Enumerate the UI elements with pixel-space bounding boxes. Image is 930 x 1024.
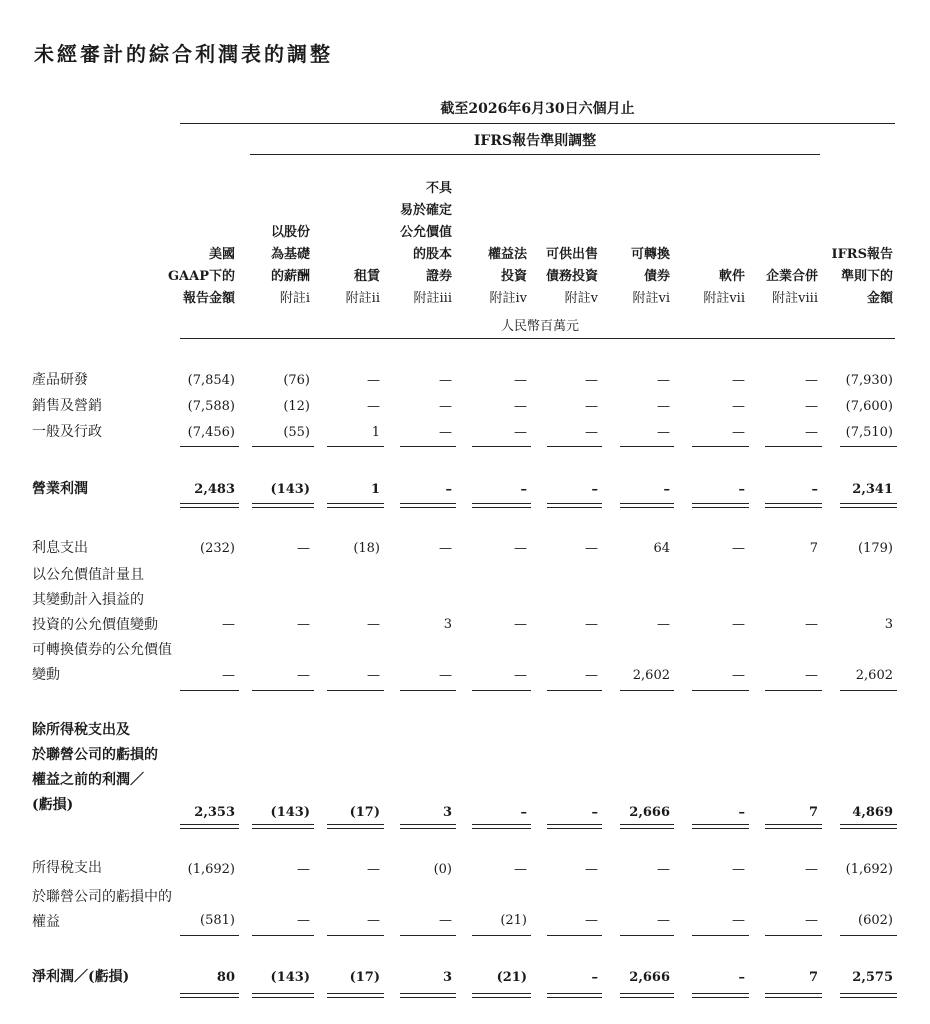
table-cell: — <box>805 373 818 388</box>
page-title: 未經審計的綜合利潤表的調整 <box>34 42 333 66</box>
table-cell: (7,588) <box>187 399 235 414</box>
table-cell: 3 <box>442 970 452 985</box>
table-cell: — <box>805 617 818 632</box>
column-header-line: 準則下的 <box>840 269 893 284</box>
double-underline <box>840 503 897 508</box>
double-underline <box>692 824 749 829</box>
double-underline <box>327 824 384 829</box>
column-header-9 <box>753 266 818 310</box>
table-cell: — <box>514 425 527 440</box>
period-header: 截至2026年6月30日六個月止 <box>440 101 635 117</box>
row-label: 一般及行政 <box>32 424 102 440</box>
column-header-6 <box>528 244 598 310</box>
table-cell: — <box>805 913 818 928</box>
subtotal-rule <box>547 690 602 691</box>
row-label: 權益之前的利潤／ <box>32 772 144 788</box>
column-header-line: 投資 <box>500 269 527 284</box>
subtotal-rule <box>327 446 384 447</box>
column-header-line: 為基礎 <box>270 247 310 262</box>
row-label: 除所得稅支出及 <box>32 722 130 738</box>
table-cell: (602) <box>858 913 893 928</box>
table-cell: — <box>732 617 745 632</box>
table-cell: 3 <box>443 617 452 632</box>
subtotal-rule <box>252 446 314 447</box>
table-cell: – <box>591 970 598 985</box>
table-cell: (12) <box>283 399 310 414</box>
row-label: 銷售及營銷 <box>32 398 102 414</box>
table-cell: — <box>297 913 310 928</box>
table-cell: (1,692) <box>187 862 235 877</box>
row-label: (虧損) <box>32 797 74 813</box>
subtotal-rule <box>180 446 239 447</box>
column-note: 附註ii <box>345 291 380 306</box>
row-label: 於聯營公司的虧損中的 <box>32 889 172 905</box>
column-header-4 <box>372 178 452 310</box>
subtotal-rule <box>547 935 602 936</box>
subtotal-rule <box>692 690 749 691</box>
subtotal-rule <box>692 446 749 447</box>
double-underline <box>547 503 602 508</box>
table-cell: — <box>585 862 598 877</box>
table-cell: (7,930) <box>845 373 893 388</box>
subtotal-rule <box>840 446 897 447</box>
table-cell: — <box>657 617 670 632</box>
table-cell: — <box>585 399 598 414</box>
table-cell: — <box>657 399 670 414</box>
table-cell: — <box>732 913 745 928</box>
column-header-line: 軟件 <box>718 269 745 284</box>
table-cell: – <box>738 970 745 985</box>
table-cell: 4,869 <box>852 805 893 820</box>
table-cell: 64 <box>653 541 670 556</box>
double-underline <box>252 503 314 508</box>
header-bottom-rule <box>180 338 895 339</box>
row-label: 可轉換債券的公允價值 <box>32 642 172 658</box>
column-note: 附註i <box>279 291 310 306</box>
table-cell: — <box>585 668 598 683</box>
row-label: 所得稅支出 <box>32 860 102 876</box>
double-underline <box>327 993 384 998</box>
double-underline <box>180 824 239 829</box>
table-cell: (21) <box>500 913 527 928</box>
table-cell: — <box>732 862 745 877</box>
row-label: 權益 <box>32 914 60 930</box>
table-cell: — <box>439 425 452 440</box>
table-cell: — <box>514 399 527 414</box>
subtotal-rule <box>840 690 897 691</box>
double-underline <box>180 503 239 508</box>
column-header-3 <box>320 266 380 310</box>
double-underline <box>547 824 602 829</box>
double-underline <box>400 503 456 508</box>
table-cell: 3 <box>884 617 893 632</box>
table-cell: — <box>585 617 598 632</box>
row-label: 投資的公允價值變動 <box>32 617 158 633</box>
column-header-7 <box>610 244 670 310</box>
table-cell: (7,456) <box>187 425 235 440</box>
subtotal-rule <box>252 935 314 936</box>
column-header-line: IFRS報告 <box>831 247 893 262</box>
column-header-line: 企業合併 <box>765 269 818 284</box>
double-underline <box>840 993 897 998</box>
table-cell: — <box>805 399 818 414</box>
ifrs-adjustments-rule <box>250 154 820 155</box>
column-header-line: 可供出售 <box>545 247 598 262</box>
row-label: 其變動計入損益的 <box>32 592 144 608</box>
table-cell: — <box>367 862 380 877</box>
table-cell: – <box>738 805 745 820</box>
row-label: 變動 <box>32 667 60 683</box>
column-note: 附註vii <box>703 291 745 306</box>
table-cell: – <box>520 482 527 497</box>
column-header-line: 的薪酬 <box>270 269 310 284</box>
column-header-line: 租賃 <box>353 269 380 284</box>
row-label: 以公允價值計量且 <box>32 567 144 583</box>
table-cell: 2,602 <box>855 668 893 683</box>
table-cell: — <box>439 668 452 683</box>
column-header-line: 權益法 <box>487 247 527 262</box>
double-underline <box>400 824 456 829</box>
table-cell: 7 <box>808 970 818 985</box>
table-cell: — <box>585 425 598 440</box>
double-underline <box>620 993 674 998</box>
double-underline <box>252 824 314 829</box>
table-cell: 2,575 <box>852 970 893 985</box>
table-cell: (76) <box>283 373 310 388</box>
table-cell: — <box>439 373 452 388</box>
double-underline <box>472 993 531 998</box>
table-cell: — <box>367 399 380 414</box>
column-header-8 <box>690 266 745 310</box>
table-cell: — <box>514 862 527 877</box>
double-underline <box>620 503 674 508</box>
column-note: 附註viii <box>772 291 818 306</box>
double-underline <box>765 824 822 829</box>
subtotal-rule <box>327 935 384 936</box>
table-cell: — <box>222 617 235 632</box>
subtotal-rule <box>765 446 822 447</box>
table-cell: — <box>297 668 310 683</box>
table-cell: (143) <box>270 482 310 497</box>
table-cell: — <box>439 541 452 556</box>
table-cell: (232) <box>200 541 235 556</box>
column-header-line: 債券 <box>643 269 670 284</box>
double-underline <box>400 993 456 998</box>
subtotal-rule <box>180 935 239 936</box>
subtotal-rule <box>472 690 531 691</box>
double-underline <box>252 993 314 998</box>
table-cell: 7 <box>809 541 818 556</box>
double-underline <box>472 503 531 508</box>
subtotal-rule <box>620 690 674 691</box>
column-note: 附註iii <box>413 291 452 306</box>
column-header-line: 的股本 <box>412 247 452 262</box>
table-cell: — <box>439 399 452 414</box>
column-header-1 <box>145 244 235 310</box>
column-header-line: 金額 <box>866 291 893 306</box>
table-cell: — <box>732 373 745 388</box>
table-cell: (21) <box>496 970 527 985</box>
table-cell: – <box>520 805 527 820</box>
subtotal-rule <box>327 690 384 691</box>
subtotal-rule <box>765 935 822 936</box>
table-cell: 2,666 <box>629 805 670 820</box>
subtotal-rule <box>840 935 897 936</box>
table-cell: 7 <box>808 805 818 820</box>
row-label: 產品研發 <box>32 372 88 388</box>
table-cell: — <box>657 425 670 440</box>
table-cell: – <box>591 805 598 820</box>
row-label: 利息支出 <box>32 540 88 556</box>
subtotal-rule <box>620 446 674 447</box>
table-cell: – <box>738 482 745 497</box>
table-cell: — <box>367 668 380 683</box>
column-header-line: 債務投資 <box>545 269 598 284</box>
row-label: 營業利潤 <box>32 481 88 497</box>
table-cell: (7,600) <box>845 399 893 414</box>
column-header-line: 公允價值 <box>399 225 452 240</box>
column-header-2 <box>240 222 310 310</box>
subtotal-rule <box>765 690 822 691</box>
double-underline <box>765 993 822 998</box>
table-cell: – <box>591 482 598 497</box>
row-label: 於聯營公司的虧損的 <box>32 747 158 763</box>
table-cell: 2,353 <box>194 805 235 820</box>
column-note: 附註iv <box>489 291 527 306</box>
double-underline <box>620 824 674 829</box>
ifrs-adjustments-header: IFRS報告準則調整 <box>473 133 597 149</box>
table-cell: 3 <box>442 805 452 820</box>
column-header-line: 報告金額 <box>182 291 235 306</box>
subtotal-rule <box>400 690 456 691</box>
table-cell: — <box>297 862 310 877</box>
table-cell: — <box>514 617 527 632</box>
table-cell: 2,483 <box>194 482 235 497</box>
table-cell: — <box>585 913 598 928</box>
table-cell: — <box>367 913 380 928</box>
table-cell: — <box>657 913 670 928</box>
table-cell: — <box>297 617 310 632</box>
column-header-10 <box>813 244 893 310</box>
table-cell: 2,602 <box>632 668 670 683</box>
table-cell: — <box>514 373 527 388</box>
column-header-line: 不具 <box>425 181 452 196</box>
table-cell: – <box>663 482 670 497</box>
row-label: 淨利潤／(虧損) <box>32 969 130 985</box>
subtotal-rule <box>252 690 314 691</box>
double-underline <box>180 993 239 998</box>
subtotal-rule <box>472 446 531 447</box>
table-cell: — <box>297 541 310 556</box>
table-cell: — <box>657 862 670 877</box>
column-header-line: 證券 <box>425 269 452 284</box>
table-cell: — <box>514 668 527 683</box>
table-cell: (17) <box>349 970 380 985</box>
period-rule <box>180 123 895 124</box>
table-cell: (17) <box>349 805 380 820</box>
table-cell: — <box>657 373 670 388</box>
table-cell: (0) <box>433 862 452 877</box>
table-cell: (1,692) <box>845 862 893 877</box>
double-underline <box>692 993 749 998</box>
column-note: 附註v <box>564 291 598 306</box>
table-cell: — <box>367 373 380 388</box>
table-cell: 80 <box>216 970 235 985</box>
table-cell: — <box>732 425 745 440</box>
column-header-line: 可轉換 <box>630 247 670 262</box>
table-cell: (143) <box>270 970 310 985</box>
table-cell: (179) <box>858 541 893 556</box>
subtotal-rule <box>620 935 674 936</box>
table-cell: (18) <box>353 541 380 556</box>
table-cell: 2,666 <box>629 970 670 985</box>
table-cell: — <box>222 668 235 683</box>
subtotal-rule <box>400 446 456 447</box>
column-header-5 <box>462 244 527 310</box>
table-cell: — <box>585 373 598 388</box>
table-cell: (7,854) <box>187 373 235 388</box>
table-cell: 1 <box>370 482 380 497</box>
column-header-line: 易於確定 <box>399 203 452 218</box>
double-underline <box>840 824 897 829</box>
table-cell: (55) <box>283 425 310 440</box>
double-underline <box>472 824 531 829</box>
table-cell: — <box>514 541 527 556</box>
subtotal-rule <box>472 935 531 936</box>
currency-note: 人民幣百萬元 <box>500 319 579 334</box>
table-cell: — <box>805 668 818 683</box>
table-cell: — <box>367 617 380 632</box>
table-cell: — <box>439 913 452 928</box>
subtotal-rule <box>692 935 749 936</box>
column-header-line: GAAP下的 <box>167 269 235 284</box>
table-cell: — <box>732 541 745 556</box>
table-cell: 1 <box>371 425 380 440</box>
table-cell: — <box>805 425 818 440</box>
table-cell: — <box>585 541 598 556</box>
table-cell: — <box>732 668 745 683</box>
table-cell: (7,510) <box>845 425 893 440</box>
double-underline <box>547 993 602 998</box>
table-cell: — <box>732 399 745 414</box>
table-cell: – <box>811 482 818 497</box>
double-underline <box>692 503 749 508</box>
subtotal-rule <box>180 690 239 691</box>
table-cell: — <box>805 862 818 877</box>
subtotal-rule <box>547 446 602 447</box>
column-header-line: 以股份 <box>270 225 310 240</box>
subtotal-rule <box>400 935 456 936</box>
table-cell: (143) <box>270 805 310 820</box>
double-underline <box>327 503 384 508</box>
table-cell: 2,341 <box>852 482 893 497</box>
table-cell: (581) <box>200 913 235 928</box>
column-note: 附註vi <box>632 291 670 306</box>
column-header-line: 美國 <box>208 247 235 262</box>
double-underline <box>765 503 822 508</box>
table-cell: – <box>445 482 452 497</box>
